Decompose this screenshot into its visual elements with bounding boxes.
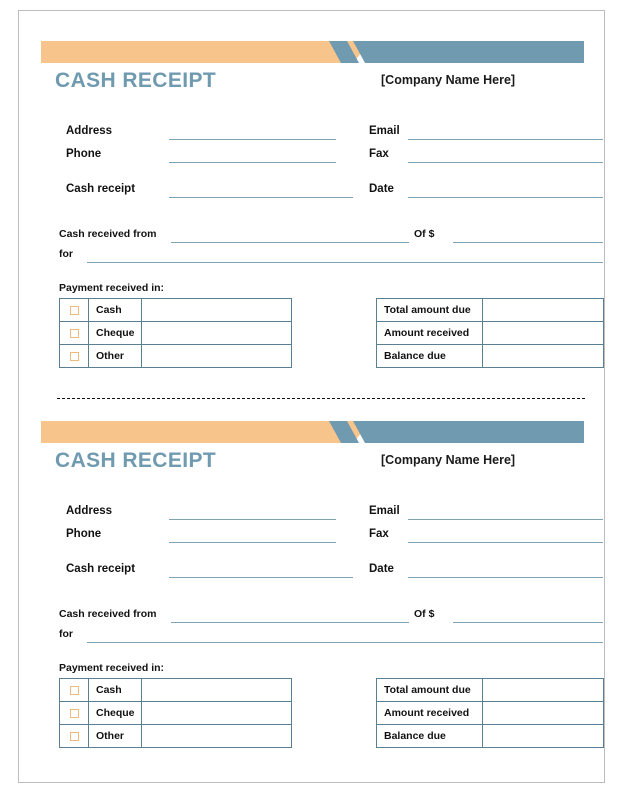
table-row: [377, 725, 604, 748]
total-amount-due-input[interactable]: [483, 299, 604, 322]
payment-received-caption: Payment received in:: [59, 282, 165, 294]
payment-method-table: [59, 298, 292, 368]
total-amount-due-input[interactable]: [483, 679, 604, 702]
for-label: for: [59, 248, 73, 260]
fax-input[interactable]: [408, 162, 603, 163]
for-input[interactable]: [87, 642, 603, 643]
table-row: [60, 345, 292, 368]
payment-method-label: Cash: [89, 679, 142, 702]
email-label: Email: [369, 125, 400, 137]
checkbox-icon[interactable]: [70, 352, 79, 361]
address-input[interactable]: [169, 139, 336, 140]
balance-due-input[interactable]: [483, 345, 604, 368]
totals-table: [376, 298, 604, 368]
ribbon-orange-band: [41, 421, 353, 443]
fax-label: Fax: [369, 528, 389, 540]
cash-received-from-label: Cash received from: [59, 228, 157, 240]
payment-value-input[interactable]: [142, 345, 292, 368]
for-input[interactable]: [87, 262, 603, 263]
payment-checkbox-cheque-cell[interactable]: [60, 322, 89, 345]
header-ribbon: [41, 421, 584, 443]
table-row: [377, 702, 604, 725]
table-row: [377, 679, 604, 702]
address-input[interactable]: [169, 519, 336, 520]
email-input[interactable]: [408, 519, 603, 520]
date-label: Date: [369, 183, 394, 195]
address-label: Address: [66, 125, 113, 137]
balance-due-input[interactable]: [483, 725, 604, 748]
payment-value-input[interactable]: [142, 702, 292, 725]
balance-due-label: Balance due: [377, 725, 483, 748]
payment-method-label: Cheque: [89, 322, 142, 345]
table-row: [377, 299, 604, 322]
ribbon-orange-band: [41, 41, 353, 63]
checkbox-icon[interactable]: [70, 329, 79, 338]
payment-checkbox-cash-cell[interactable]: [60, 679, 89, 702]
table-row: [377, 322, 604, 345]
for-label: for: [59, 628, 73, 640]
amount-received-label: Amount received: [377, 322, 483, 345]
date-input[interactable]: [408, 197, 603, 198]
cash-receipt-number-label: Cash receipt: [66, 563, 136, 575]
total-amount-due-label: Total amount due: [377, 679, 483, 702]
payment-value-input[interactable]: [142, 679, 292, 702]
checkbox-icon[interactable]: [70, 306, 79, 315]
payment-value-input[interactable]: [142, 725, 292, 748]
tear-off-separator: [57, 398, 585, 399]
cash-received-from-input[interactable]: [171, 242, 409, 243]
fax-label: Fax: [369, 148, 389, 160]
payment-method-label: Cash: [89, 299, 142, 322]
payment-method-label: Other: [89, 345, 142, 368]
amount-received-label: Amount received: [377, 702, 483, 725]
cash-received-from-input[interactable]: [171, 622, 409, 623]
table-row: [60, 725, 292, 748]
payment-checkbox-cash-cell[interactable]: [60, 299, 89, 322]
cash-receipt-number-input[interactable]: [169, 577, 353, 578]
phone-input[interactable]: [169, 542, 336, 543]
date-input[interactable]: [408, 577, 603, 578]
totals-table: [376, 678, 604, 748]
of-amount-input[interactable]: [453, 622, 603, 623]
payment-method-label: Other: [89, 725, 142, 748]
checkbox-icon[interactable]: [70, 732, 79, 741]
email-label: Email: [369, 505, 400, 517]
phone-label: Phone: [66, 148, 102, 160]
payment-checkbox-cheque-cell[interactable]: [60, 702, 89, 725]
table-row: [377, 345, 604, 368]
page-title: CASH RECEIPT: [55, 449, 217, 472]
cash-receipt-number-label: Cash receipt: [66, 183, 136, 195]
table-row: [60, 322, 292, 345]
address-label: Address: [66, 505, 113, 517]
of-amount-input[interactable]: [453, 242, 603, 243]
payment-checkbox-other-cell[interactable]: [60, 345, 89, 368]
email-input[interactable]: [408, 139, 603, 140]
phone-input[interactable]: [169, 162, 336, 163]
payment-method-label: Cheque: [89, 702, 142, 725]
ribbon-blue-band: [353, 41, 584, 63]
payment-received-caption: Payment received in:: [59, 662, 165, 674]
checkbox-icon[interactable]: [70, 686, 79, 695]
company-name-placeholder: [Company Name Here]: [381, 73, 516, 87]
phone-label: Phone: [66, 528, 102, 540]
payment-checkbox-other-cell[interactable]: [60, 725, 89, 748]
page-title: CASH RECEIPT: [55, 69, 217, 92]
balance-due-label: Balance due: [377, 345, 483, 368]
document-page: [18, 10, 605, 783]
payment-value-input[interactable]: [142, 322, 292, 345]
date-label: Date: [369, 563, 394, 575]
fax-input[interactable]: [408, 542, 603, 543]
cash-received-from-label: Cash received from: [59, 608, 157, 620]
payment-method-table: [59, 678, 292, 748]
cash-receipt-number-input[interactable]: [169, 197, 353, 198]
table-row: [60, 679, 292, 702]
ribbon-blue-band: [353, 421, 584, 443]
total-amount-due-label: Total amount due: [377, 299, 483, 322]
checkbox-icon[interactable]: [70, 709, 79, 718]
amount-received-input[interactable]: [483, 322, 604, 345]
table-row: [60, 702, 292, 725]
amount-received-input[interactable]: [483, 702, 604, 725]
header-ribbon: [41, 41, 584, 63]
of-amount-label: Of $: [414, 608, 435, 620]
payment-value-input[interactable]: [142, 299, 292, 322]
of-amount-label: Of $: [414, 228, 435, 240]
table-row: [60, 299, 292, 322]
company-name-placeholder: [Company Name Here]: [381, 453, 516, 467]
